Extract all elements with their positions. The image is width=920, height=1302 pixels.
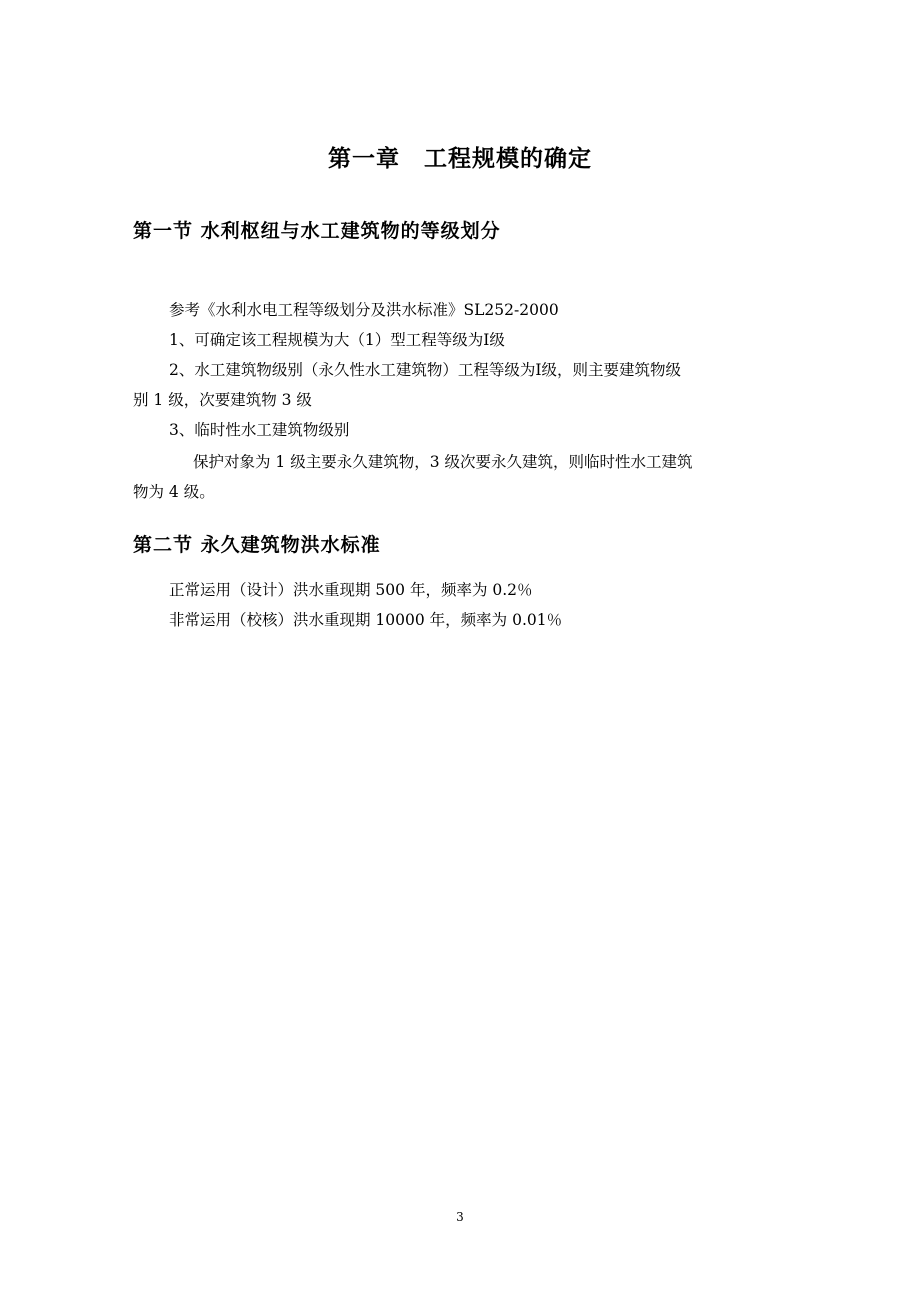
- paragraph-line: 1、可确定该工程规模为大（1）型工程等级为Ⅰ级: [169, 331, 505, 349]
- paragraph-line: 正常运用（设计）洪水重现期 500 年，频率为 0.2％: [169, 581, 533, 599]
- paragraph-line: 2、水工建筑物级别（永久性水工建筑物）工程等级为Ⅰ级，则主要建筑物级: [169, 361, 681, 379]
- chapter-title: 第一章 工程规模的确定: [328, 146, 592, 172]
- paragraph-line: 3、临时性水工建筑物级别: [169, 421, 350, 439]
- section-2-title: 第二节 永久建筑物洪水标准: [133, 534, 381, 556]
- page-number: 3: [456, 1210, 464, 1224]
- paragraph-line: 物为 4 级。: [133, 483, 215, 501]
- paragraph-line: 别 1 级，次要建筑物 3 级: [133, 391, 312, 409]
- paragraph-line: 非常运用（校核）洪水重现期 10000 年，频率为 0.01％: [169, 611, 563, 629]
- paragraph-line: 参考《水利水电工程等级划分及洪水标准》SL252-2000: [169, 301, 559, 319]
- section-1-title: 第一节 水利枢纽与水工建筑物的等级划分: [133, 220, 501, 242]
- paragraph-line: 保护对象为 1 级主要永久建筑物，3 级次要永久建筑，则临时性水工建筑: [193, 453, 693, 471]
